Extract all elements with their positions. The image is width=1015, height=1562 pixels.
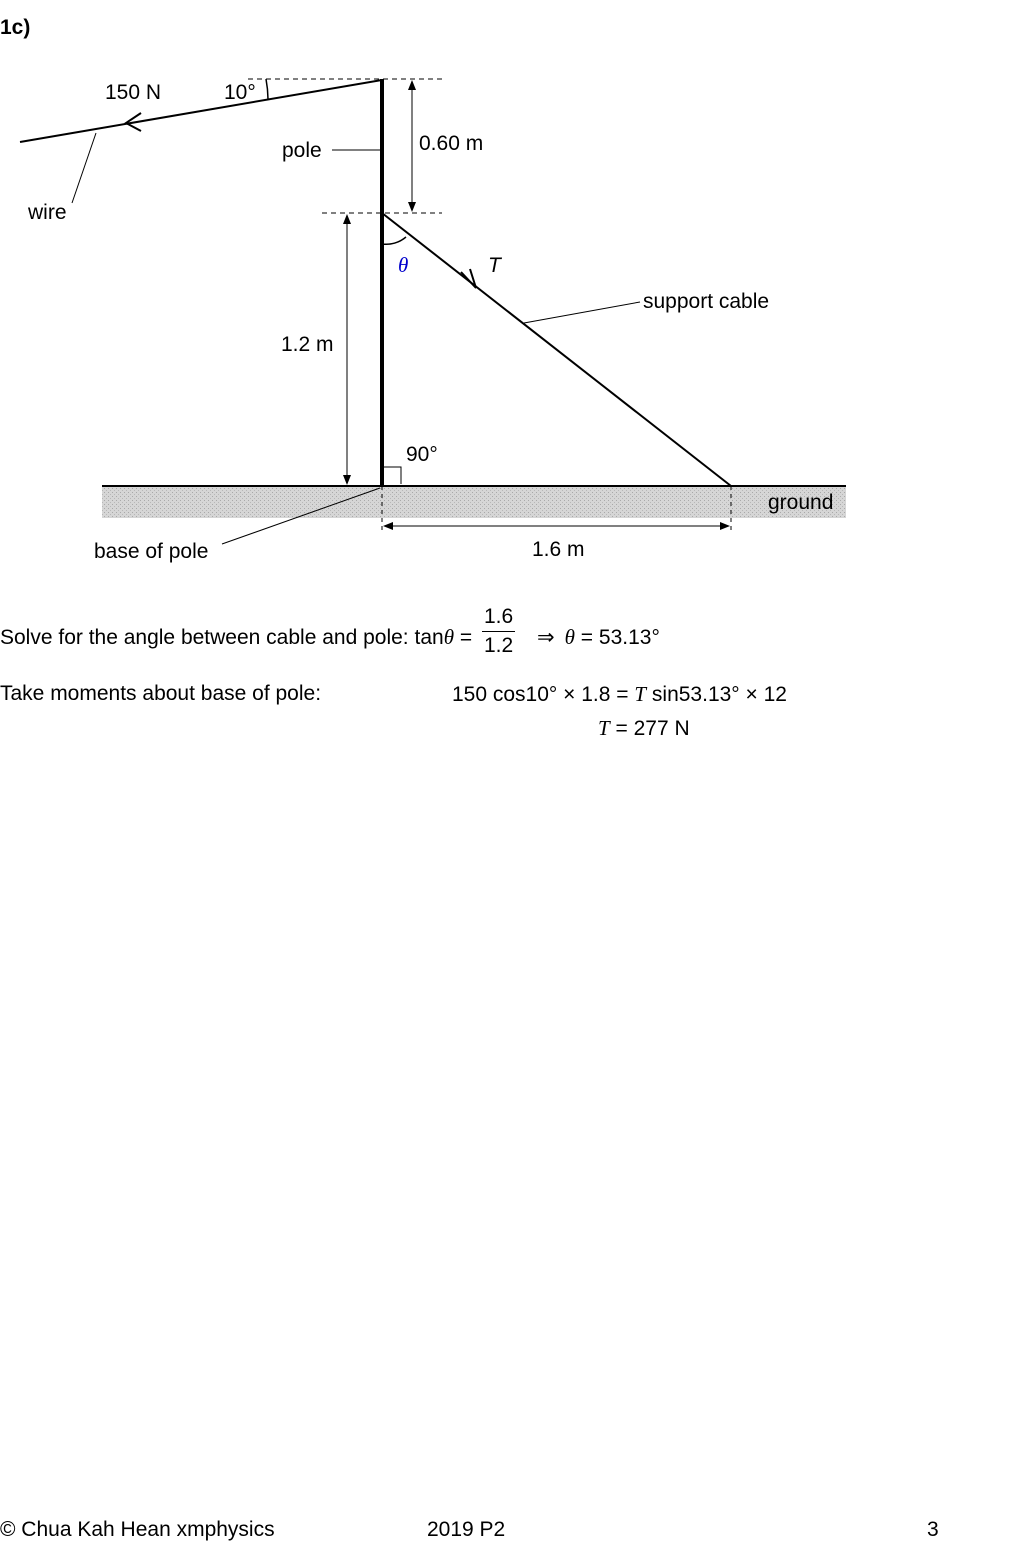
ground-strip — [102, 486, 846, 518]
base-label: base of pole — [94, 540, 209, 563]
angle-10-arc — [266, 79, 268, 99]
result-T: T — [598, 716, 610, 740]
wire-leader — [72, 133, 96, 203]
theta-result: = 53.13° — [580, 626, 660, 650]
tan-fraction — [482, 603, 515, 660]
right-angle-label: 90° — [406, 443, 438, 466]
angle-solution-line — [0, 605, 660, 660]
moments-left: 150 cos10° × 1.8 = — [452, 683, 629, 706]
angle-10-label: 10° — [224, 81, 256, 104]
footer-page-number: 3 — [927, 1518, 939, 1541]
tan-label: tan — [414, 626, 444, 650]
theta-arc — [382, 237, 406, 244]
equals-sign: = — [459, 626, 473, 650]
tension-arrow — [461, 269, 476, 288]
footer-copyright: © Chua Kah Hean xmphysics — [0, 1518, 275, 1541]
tension-label: T — [488, 254, 501, 277]
horizontal-length-label: 1.6 m — [532, 538, 585, 561]
theta-label: θ — [398, 253, 409, 277]
question-heading: 1c) — [0, 16, 31, 39]
pole-diagram — [0, 60, 860, 580]
force-label: 150 N — [105, 81, 162, 104]
right-angle-mark — [384, 467, 401, 484]
moments-right: sin53.13° × 12 — [651, 683, 787, 706]
theta-result-symbol: θ — [564, 625, 575, 650]
tension-result — [598, 716, 690, 741]
wire — [20, 80, 382, 142]
result-value: = 277 N — [615, 717, 690, 740]
height-label: 1.2 m — [281, 333, 334, 356]
implies-symbol: ⇒ — [537, 626, 555, 650]
theta-symbol: θ — [443, 625, 455, 650]
pole-label: pole — [282, 139, 322, 162]
moments-line-label: Take moments about base of pole: — [0, 682, 322, 705]
cable-label: support cable — [643, 290, 770, 313]
fraction-numerator: 1.6 — [482, 603, 515, 632]
footer-paper: 2019 P2 — [427, 1518, 506, 1541]
wire-label: wire — [28, 201, 67, 224]
moments-T: T — [634, 682, 647, 706]
ground-label: ground — [768, 491, 834, 514]
moments-equation — [452, 682, 787, 707]
top-length-label: 0.60 m — [419, 132, 484, 155]
fraction-denominator: 1.2 — [483, 634, 514, 657]
cable-leader — [524, 302, 640, 323]
angle-solution-text: Solve for the angle between cable and pole: — [0, 626, 409, 650]
